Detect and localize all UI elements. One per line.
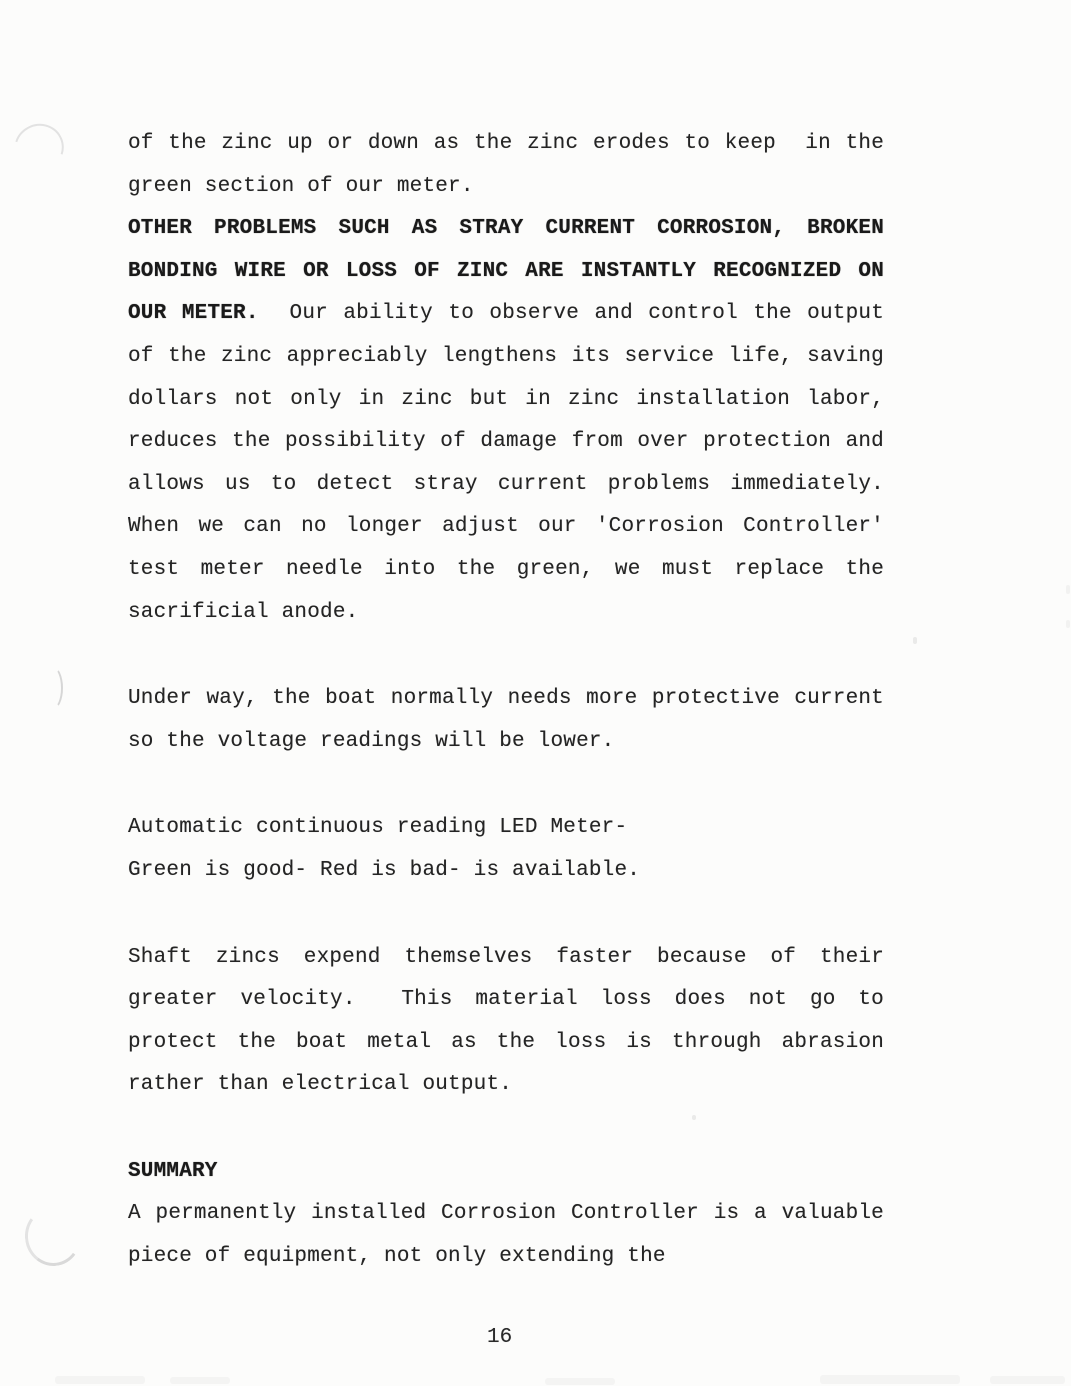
paragraph-zinc-meter <box>128 123 884 634</box>
bold-text-segment: OUR METER. <box>128 302 259 326</box>
circular-pen-mark-top-left <box>6 115 73 181</box>
bottom-edge-smudge <box>545 1378 615 1385</box>
text-segment: greater velocity. This material loss does not go to <box>128 988 884 1012</box>
text-segment: Shaft zincs expend themselves faster because of their <box>128 945 884 969</box>
text-line <box>128 251 884 294</box>
text-line <box>128 421 884 464</box>
text-line <box>128 1151 884 1194</box>
text-segment: allows us to detect stray current problems immediately. <box>128 472 884 496</box>
text-line <box>128 1236 884 1279</box>
bold-text-segment: SUMMARY <box>128 1159 218 1183</box>
text-line <box>128 1022 884 1065</box>
text-segment: sacrificial anode. <box>128 600 359 624</box>
text-segment: so the voltage readings will be lower. <box>128 729 615 753</box>
text-line <box>128 1193 884 1236</box>
text-line <box>128 721 884 764</box>
paren-pen-mark-middle-left <box>42 666 63 710</box>
text-segment: of the zinc up or down as the zinc erodes to keep in the <box>128 132 884 155</box>
text-segment: piece of equipment, not only extending the <box>128 1245 666 1269</box>
paragraph-shaft-zincs <box>128 937 884 1107</box>
text-segment: When we can no longer adjust our 'Corrosion Controller' <box>128 515 884 539</box>
page-number: 16 <box>487 1326 513 1349</box>
text-line <box>128 807 884 850</box>
text-line <box>128 379 884 422</box>
bold-text-segment: OTHER PROBLEMS SUCH AS STRAY CURRENT CORROSION, BROKEN <box>128 217 884 241</box>
text-segment: dollars not only in zinc but in zinc installation labor, <box>128 387 884 411</box>
text-line <box>128 293 884 336</box>
text-line <box>128 850 884 893</box>
text-line <box>128 166 884 209</box>
text-segment: green section of our meter. <box>128 174 474 198</box>
paragraph-led-meter <box>128 807 884 892</box>
text-line <box>128 208 884 251</box>
text-segment: Our ability to observe and control the output <box>258 302 884 326</box>
bottom-edge-smudge <box>55 1376 145 1384</box>
text-line <box>128 506 884 549</box>
text-block <box>128 123 884 1323</box>
text-segment: Under way, the boat normally needs more protective current <box>128 687 884 711</box>
paragraph-summary <box>128 1151 884 1279</box>
scan-speck <box>913 637 917 644</box>
text-segment: of the zinc appreciably lengthens its service life, saving <box>128 344 884 368</box>
scan-speck <box>692 1115 696 1120</box>
scan-speck <box>1066 620 1070 628</box>
text-line <box>128 336 884 379</box>
text-segment: test meter needle into the green, we must replace the <box>128 557 884 581</box>
paragraph-under-way <box>128 678 884 763</box>
text-segment: A permanently installed Corrosion Controller is a valuable <box>128 1202 884 1226</box>
text-line <box>128 592 884 635</box>
bottom-edge-smudge <box>990 1376 1065 1384</box>
text-line <box>128 678 884 721</box>
text-line <box>128 937 884 980</box>
text-line <box>128 549 884 592</box>
text-line <box>128 1064 884 1107</box>
text-segment: protect the boat metal as the loss is through abrasion <box>128 1030 884 1054</box>
text-line <box>128 464 884 507</box>
text-line <box>128 979 884 1022</box>
bold-text-segment: BONDING WIRE OR LOSS OF ZINC ARE INSTANTLY RECOGNIZED ON <box>128 259 884 283</box>
text-segment: reduces the possibility of damage from over protection and <box>128 430 884 454</box>
text-line <box>128 123 884 166</box>
hook-pen-mark-bottom-left <box>21 1203 85 1269</box>
text-segment: rather than electrical output. <box>128 1073 513 1097</box>
text-segment: Automatic continuous reading LED Meter- <box>128 816 628 840</box>
bottom-edge-smudge <box>170 1377 230 1384</box>
text-segment: Green is good- Red is bad- is available. <box>128 858 641 882</box>
scan-speck <box>1066 585 1070 594</box>
bottom-edge-smudge <box>820 1375 960 1384</box>
